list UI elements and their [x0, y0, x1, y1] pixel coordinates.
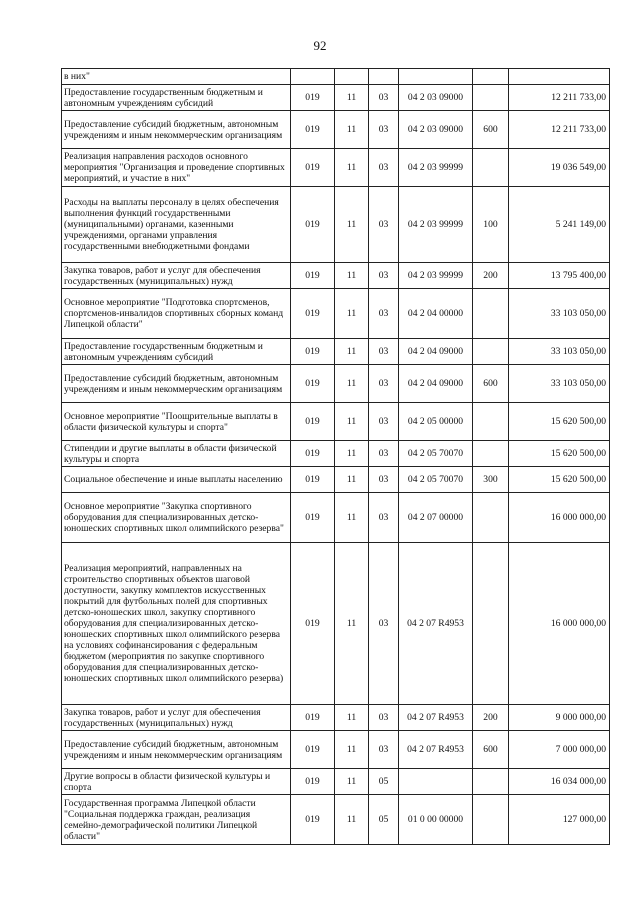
subsection-code-cell: 05 — [369, 769, 399, 795]
ministry-code-cell: 019 — [291, 441, 335, 467]
expense-type-cell: 600 — [473, 365, 509, 403]
target-article-cell: 04 2 04 00000 — [399, 289, 473, 339]
section-code-cell: 11 — [335, 731, 369, 769]
subsection-code-cell: 03 — [369, 543, 399, 705]
row-name-cell: Основное мероприятие "Подготовка спортсменов, спортсменов-инвалидов спортивных сборных команд Липецкой области" — [62, 289, 291, 339]
subsection-code-cell: 03 — [369, 493, 399, 543]
expense-type-cell — [473, 493, 509, 543]
section-code-cell: 11 — [335, 493, 369, 543]
amount-cell: 19 036 549,00 — [509, 149, 610, 187]
budget-table — [61, 68, 610, 845]
subsection-code-cell: 03 — [369, 85, 399, 111]
amount-cell: 15 620 500,00 — [509, 441, 610, 467]
subsection-code-cell: 03 — [369, 467, 399, 493]
target-article-cell: 04 2 05 00000 — [399, 403, 473, 441]
ministry-code-cell: 019 — [291, 289, 335, 339]
amount-cell: 127 000,00 — [509, 795, 610, 845]
amount-cell: 16 000 000,00 — [509, 493, 610, 543]
ministry-code-cell: 019 — [291, 795, 335, 845]
section-code-cell — [335, 69, 369, 85]
section-code-cell: 11 — [335, 187, 369, 263]
table-row — [62, 467, 610, 493]
ministry-code-cell: 019 — [291, 543, 335, 705]
expense-type-cell — [473, 69, 509, 85]
table-row — [62, 441, 610, 467]
amount-cell: 16 000 000,00 — [509, 543, 610, 705]
table-row — [62, 69, 610, 85]
amount-cell: 15 620 500,00 — [509, 403, 610, 441]
ministry-code-cell: 019 — [291, 467, 335, 493]
ministry-code-cell: 019 — [291, 769, 335, 795]
expense-type-cell — [473, 289, 509, 339]
subsection-code-cell: 03 — [369, 705, 399, 731]
expense-type-cell — [473, 795, 509, 845]
table-row — [62, 187, 610, 263]
subsection-code-cell: 03 — [369, 731, 399, 769]
row-name-cell: Реализация направления расходов основного мероприятия "Организация и проведение спортивных мероприятий, и участие в них" — [62, 149, 291, 187]
amount-cell: 9 000 000,00 — [509, 705, 610, 731]
subsection-code-cell: 03 — [369, 149, 399, 187]
section-code-cell: 11 — [335, 111, 369, 149]
section-code-cell: 11 — [335, 467, 369, 493]
section-code-cell: 11 — [335, 339, 369, 365]
target-article-cell: 04 2 03 09000 — [399, 85, 473, 111]
row-name-cell: Государственная программа Липецкой области "Социальная поддержка граждан, реализация семейно-демографической политики Липецкой области" — [62, 795, 291, 845]
ministry-code-cell: 019 — [291, 339, 335, 365]
ministry-code-cell: 019 — [291, 731, 335, 769]
budget-table-body — [62, 69, 610, 845]
ministry-code-cell: 019 — [291, 365, 335, 403]
target-article-cell: 04 2 03 99999 — [399, 263, 473, 289]
row-name-cell: Расходы на выплаты персоналу в целях обеспечения выполнения функций государственными (муниципальными) органами, казенными учреждениями, органами управления государственными внебюджетными фондами — [62, 187, 291, 263]
target-article-cell: 04 2 07 R4953 — [399, 731, 473, 769]
expense-type-cell: 600 — [473, 731, 509, 769]
subsection-code-cell: 03 — [369, 111, 399, 149]
target-article-cell — [399, 69, 473, 85]
table-row — [62, 403, 610, 441]
row-name-cell: Закупка товаров, работ и услуг для обеспечения государственных (муниципальных) нужд — [62, 263, 291, 289]
ministry-code-cell: 019 — [291, 187, 335, 263]
expense-type-cell — [473, 441, 509, 467]
amount-cell: 12 211 733,00 — [509, 85, 610, 111]
section-code-cell: 11 — [335, 403, 369, 441]
table-row — [62, 769, 610, 795]
subsection-code-cell: 03 — [369, 263, 399, 289]
table-row — [62, 85, 610, 111]
section-code-cell: 11 — [335, 365, 369, 403]
section-code-cell: 11 — [335, 289, 369, 339]
amount-cell: 7 000 000,00 — [509, 731, 610, 769]
expense-type-cell — [473, 149, 509, 187]
row-name-cell: Другие вопросы в области физической культуры и спорта — [62, 769, 291, 795]
amount-cell: 16 034 000,00 — [509, 769, 610, 795]
ministry-code-cell: 019 — [291, 705, 335, 731]
target-article-cell: 04 2 03 99999 — [399, 149, 473, 187]
row-name-cell: Предоставление государственным бюджетным и автономным учреждениям субсидий — [62, 339, 291, 365]
target-article-cell: 04 2 07 R4953 — [399, 543, 473, 705]
ministry-code-cell — [291, 69, 335, 85]
section-code-cell: 11 — [335, 705, 369, 731]
section-code-cell: 11 — [335, 263, 369, 289]
expense-type-cell — [473, 543, 509, 705]
table-row — [62, 289, 610, 339]
section-code-cell: 11 — [335, 795, 369, 845]
amount-cell: 33 103 050,00 — [509, 339, 610, 365]
target-article-cell: 04 2 04 09000 — [399, 365, 473, 403]
subsection-code-cell: 03 — [369, 365, 399, 403]
table-row — [62, 339, 610, 365]
section-code-cell: 11 — [335, 543, 369, 705]
row-name-cell: Основное мероприятие "Поощрительные выплаты в области физической культуры и спорта" — [62, 403, 291, 441]
table-row — [62, 493, 610, 543]
expense-type-cell: 100 — [473, 187, 509, 263]
target-article-cell: 04 2 05 70070 — [399, 441, 473, 467]
ministry-code-cell: 019 — [291, 263, 335, 289]
expense-type-cell — [473, 85, 509, 111]
target-article-cell: 04 2 04 09000 — [399, 339, 473, 365]
expense-type-cell — [473, 339, 509, 365]
section-code-cell: 11 — [335, 149, 369, 187]
subsection-code-cell: 03 — [369, 403, 399, 441]
expense-type-cell — [473, 769, 509, 795]
table-row — [62, 111, 610, 149]
row-name-cell: Реализация мероприятий, направленных на строительство спортивных объектов шаговой доступности, закупку комплектов искусственных покрытий для футбольных полей для спортивных детско-юношеских школ, закупку спортивного оборудования для специализированных детско-юношеских спортивных школ олимпийского резерва на условиях софинансирования с федеральным бюджетом (мероприятия по закупке спортивного оборудования для специализированных детско-юношеских спортивных школ олимпийского резерва) — [62, 543, 291, 705]
target-article-cell: 04 2 07 R4953 — [399, 705, 473, 731]
amount-cell: 12 211 733,00 — [509, 111, 610, 149]
target-article-cell: 04 2 03 99999 — [399, 187, 473, 263]
page-number: 92 — [313, 38, 327, 53]
amount-cell: 5 241 149,00 — [509, 187, 610, 263]
expense-type-cell — [473, 403, 509, 441]
amount-cell: 33 103 050,00 — [509, 289, 610, 339]
target-article-cell: 04 2 03 09000 — [399, 111, 473, 149]
row-name-cell: Предоставление субсидий бюджетным, автономным учреждениям и иным некоммерческим организациям — [62, 111, 291, 149]
subsection-code-cell: 03 — [369, 187, 399, 263]
subsection-code-cell: 03 — [369, 339, 399, 365]
table-row — [62, 149, 610, 187]
row-name-cell: Стипендии и другие выплаты в области физической культуры и спорта — [62, 441, 291, 467]
row-name-cell: Социальное обеспечение и иные выплаты населению — [62, 467, 291, 493]
ministry-code-cell: 019 — [291, 111, 335, 149]
expense-type-cell: 300 — [473, 467, 509, 493]
ministry-code-cell: 019 — [291, 493, 335, 543]
subsection-code-cell — [369, 69, 399, 85]
ministry-code-cell: 019 — [291, 149, 335, 187]
target-article-cell: 01 0 00 00000 — [399, 795, 473, 845]
subsection-code-cell: 03 — [369, 441, 399, 467]
row-name-cell: Основное мероприятие "Закупка спортивного оборудования для специализированных детско-юношеских спортивных школ олимпийского резерва" — [62, 493, 291, 543]
amount-cell: 33 103 050,00 — [509, 365, 610, 403]
table-row — [62, 705, 610, 731]
row-name-cell: в них" — [62, 69, 291, 85]
subsection-code-cell: 03 — [369, 289, 399, 339]
table-row — [62, 731, 610, 769]
target-article-cell: 04 2 07 00000 — [399, 493, 473, 543]
section-code-cell: 11 — [335, 441, 369, 467]
row-name-cell: Предоставление субсидий бюджетным, автономным учреждениям и иным некоммерческим организациям — [62, 365, 291, 403]
row-name-cell: Предоставление государственным бюджетным и автономным учреждениям субсидий — [62, 85, 291, 111]
row-name-cell: Закупка товаров, работ и услуг для обеспечения государственных (муниципальных) нужд — [62, 705, 291, 731]
target-article-cell: 04 2 05 70070 — [399, 467, 473, 493]
table-row — [62, 795, 610, 845]
target-article-cell — [399, 769, 473, 795]
table-row — [62, 543, 610, 705]
amount-cell: 13 795 400,00 — [509, 263, 610, 289]
expense-type-cell: 600 — [473, 111, 509, 149]
expense-type-cell: 200 — [473, 263, 509, 289]
amount-cell — [509, 69, 610, 85]
ministry-code-cell: 019 — [291, 403, 335, 441]
ministry-code-cell: 019 — [291, 85, 335, 111]
amount-cell: 15 620 500,00 — [509, 467, 610, 493]
section-code-cell: 11 — [335, 769, 369, 795]
expense-type-cell: 200 — [473, 705, 509, 731]
subsection-code-cell: 05 — [369, 795, 399, 845]
table-row — [62, 263, 610, 289]
section-code-cell: 11 — [335, 85, 369, 111]
row-name-cell: Предоставление субсидий бюджетным, автономным учреждениям и иным некоммерческим организациям — [62, 731, 291, 769]
table-row — [62, 365, 610, 403]
